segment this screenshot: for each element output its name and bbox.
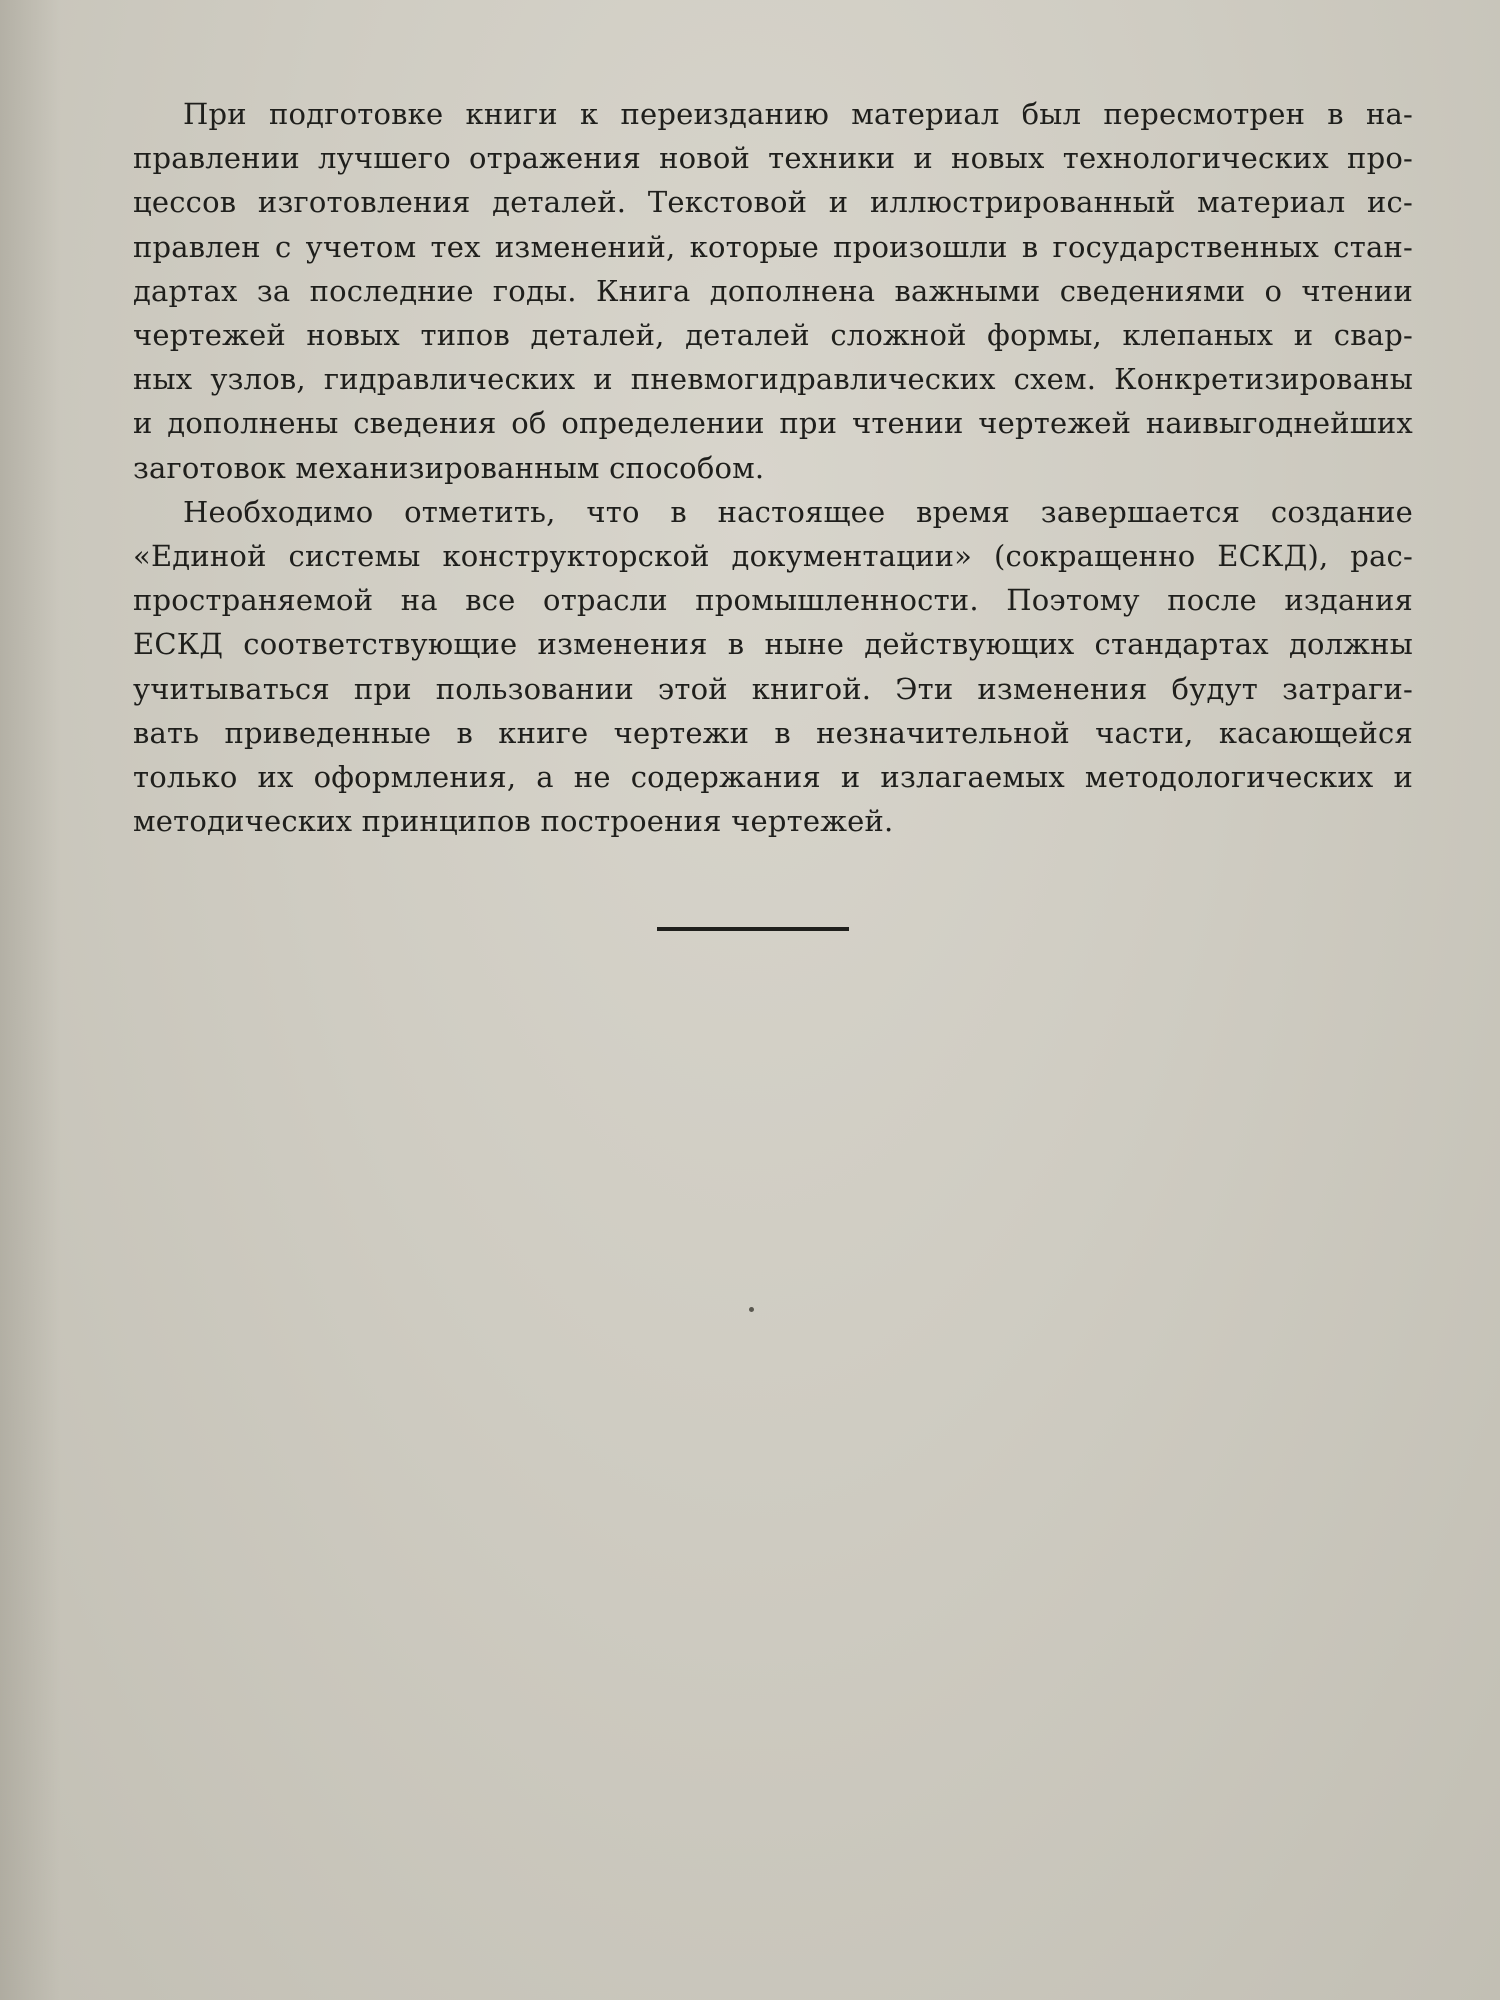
text-line: ЕСКД соответствующие изменения в ныне действующих стандартах должны: [133, 627, 1413, 662]
paper-speck: [749, 1307, 754, 1312]
section-end-rule: [657, 927, 849, 931]
text-line: пространяемой на все отрасли промышленности. Поэтому после издания: [133, 583, 1413, 618]
text-line: ных узлов, гидравлических и пневмогидравлических схем. Конкретизированы: [133, 362, 1413, 397]
text-line: учитываться при пользовании этой книгой. Эти изменения будут затраги-: [133, 671, 1413, 706]
text-line: чертежей новых типов деталей, деталей сложной формы, клепаных и свар-: [133, 318, 1413, 353]
text-line: заготовок механизированным способом.: [133, 450, 765, 485]
text-line: только их оформления, а не содержания и излагаемых методологических и: [133, 760, 1413, 795]
text-line: и дополнены сведения об определении при чтении чертежей наивыгоднейших: [133, 406, 1413, 441]
text-line: цессов изготовления деталей. Текстовой и иллюстрированный материал ис-: [133, 185, 1413, 220]
text-line: «Единой системы конструкторской документации» (сокращенно ЕСКД), рас-: [133, 539, 1413, 574]
text-line: дартах за последние годы. Книга дополнена важными сведениями о чтении: [133, 273, 1413, 308]
paragraph-2: [133, 490, 1413, 844]
body-text: [133, 92, 1413, 843]
page-edge-shadow: [0, 0, 60, 2000]
text-line: При подготовке книги к переизданию материал был пересмотрен в на-: [183, 97, 1413, 131]
text-line: правлен с учетом тех изменений, которые произошли в государственных стан-: [133, 229, 1413, 264]
paragraph-1: [133, 92, 1413, 490]
text-line: вать приведенные в книге чертежи в незначительной части, касающейся: [133, 715, 1413, 750]
text-line: Необходимо отметить, что в настоящее время завершается создание: [183, 494, 1413, 529]
text-line: правлении лучшего отражения новой техники и новых технологических про-: [133, 141, 1413, 176]
text-line: методических принципов построения чертежей.: [133, 804, 894, 839]
